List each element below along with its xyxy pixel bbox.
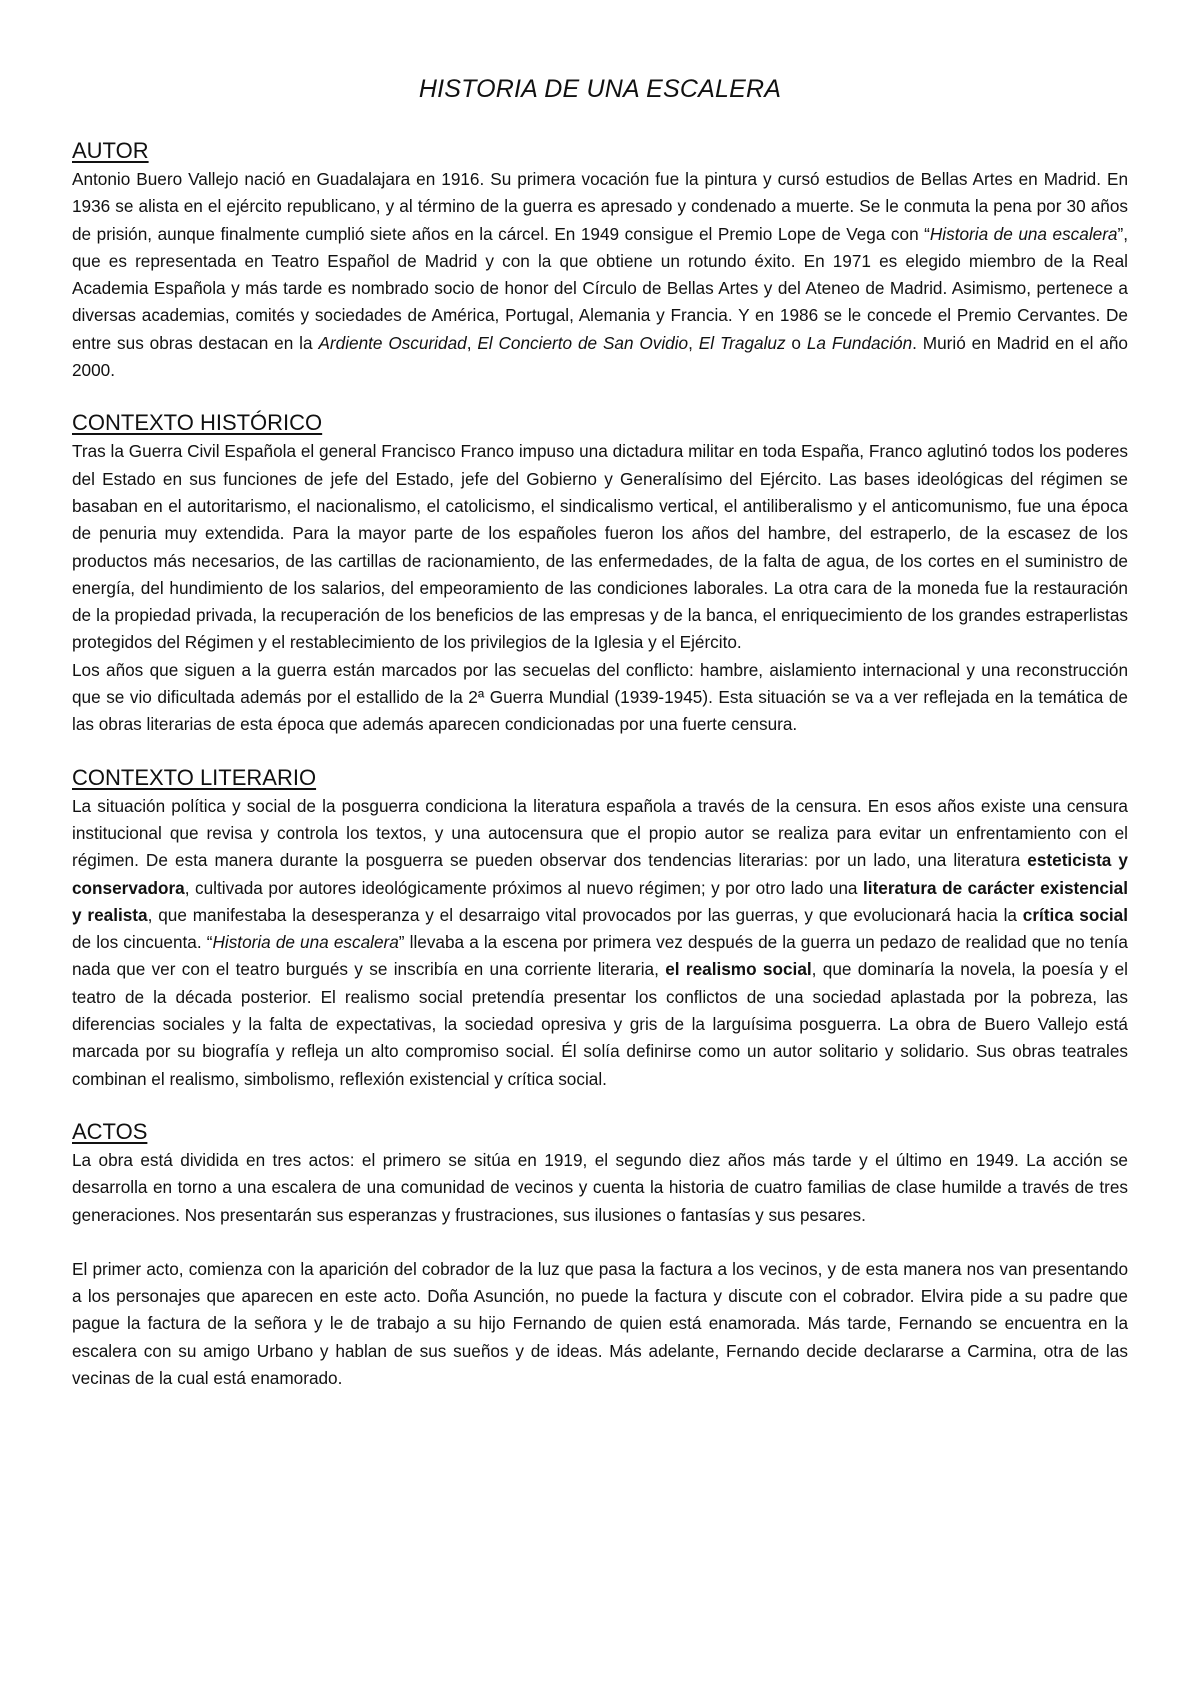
paragraph-autor [72,166,1128,384]
text-run: , que dominaría la novela, la poesía y el teatro de la década posterior. El realismo social pretendía presentar los conflictos de una sociedad aplastada por la pobreza, las diferencias sociales y la falta de expectativas, la sociedad opresiva y gris de la larguísima posguerra. La obra de Buero Vallejo está marcada por su biografía y refleja un alto compromiso social. Él solía definirse como un autor solitario y solidario. Sus obras teatrales combinan el realismo, simbolismo, reflexión existencial y crítica social. [72,959,1128,1089]
work-title: Historia de una escalera [212,932,399,953]
text-run: Antonio Buero Vallejo nació en Guadalajara en 1916. Su primera vocación fue la pintura y cursó estudios de Bellas Artes en Madrid. En 1936 se alista en el ejército republicano, y al término de la guerra es apresado y condenado a muerte. Se le conmuta la pena por 30 años de prisión, aunque finalmente cumplió siete años en la cárcel. En 1949 consigue el Premio Lope de Vega con “ [72,169,1128,244]
text-run: , [466,332,478,353]
emphasis-term: el realismo social [665,959,812,980]
text-run: ”, que es representada en Teatro Español de Madrid y con la que obtiene un rotundo éxito. En 1971 es elegido miembro de la Real Academia Española y más tarde es nombrado socio de honor del Círculo de Bellas Artes y del Ateneo de Madrid. Asimismo, pertenece a diversas academias, comités y sociedades de América, Portugal, Alemania y Francia. Y en 1986 se le concede el Premio Cervantes. De entre sus obras destacan en la [72,223,1128,353]
paragraph-contexto-historico-1: Tras la Guerra Civil Española el general Francisco Franco impuso una dictadura militar en toda España, Franco aglutinó todos los poderes del Estado en sus funciones de jefe del Estado, jefe del Gobierno y Generalísimo del Ejército. Las bases ideológicas del régimen se basaban en el autoritarismo, el nacionalismo, el catolicismo, el sindicalismo vertical, el antiliberalismo y el anticomunismo, fue una época de penuria muy extendida. Para la mayor parte de los españoles fueron los años del hambre, del estraperlo, de la escasez de los productos más necesarios, de las cartillas de racionamiento, de las enfermedades, de la falta de agua, de los cortes en el suministro de energía, del hundimiento de los salarios, del empeoramiento de las condiciones laborales. La otra cara de la moneda fue la restauración de la propiedad privada, la recuperación de los beneficios de las empresas y de la banca, el enriquecimiento de los grandes estraperlistas protegidos del Régimen y el restablecimiento de los privilegios de la Iglesia y el Ejército. [72,441,1128,653]
text-run: o [785,332,807,353]
emphasis-term: crítica social [1022,904,1128,925]
emphasis-term: esteticista y conservadora [72,850,1128,898]
paragraph-actos-1: La obra está dividida en tres actos: el primero se sitúa en 1919, el segundo diez años más tarde y el último en 1949. La acción se desarrolla en torno a una escalera de una comunidad de vecinos y cuenta la historia de cuatro familias de clase humilde a través de tres generaciones. Nos presentarán sus esperanzas y frustraciones, sus ilusiones o fantasías y sus pesares. [72,1149,1128,1225]
emphasis-term: literatura de carácter existencial y realista [72,877,1128,925]
document-title: HISTORIA DE UNA ESCALERA [418,75,782,103]
paragraph-gap [72,1229,1128,1256]
text-run: . Murió en Madrid en el año 2000. [72,332,1128,381]
section-contexto-literario [72,765,1128,1093]
work-title: La Fundación [806,332,913,353]
text-run: , que manifestaba la desesperanza y el desarraigo vital provocados por las guerras, y que evolucionará hacia la [147,904,1023,925]
work-title: Historia de una escalera [929,223,1118,244]
work-title: El Tragaluz [698,332,786,353]
text-run: de los cincuenta. “ [72,932,213,953]
paragraph-contexto-historico-2: Los años que siguen a la guerra están marcados por las secuelas del conflicto: hambre, aislamiento internacional y una reconstrucción que se vio dificultada además por el estallido de la 2ª Guerra Mundial (1939-1945). Esta situación se va a ver reflejada en la temática de las obras literarias de esta época que además aparecen condicionadas por una fuerte censura. [72,659,1128,735]
section-actos [72,1119,1128,1392]
text-run: , [688,332,699,353]
paragraph-actos-2: El primer acto, comienza con la aparición del cobrador de la luz que pasa la factura a los vecinos, y de esta manera nos van presentando a los personajes que aparecen en este acto. Doña Asunción, no puede la factura y discute con el cobrador. Elvira pide a su padre que pague la factura de la señora y le de trabajo a su hijo Fernando de quien está enamorada. Más tarde, Fernando se encuentra en la escalera con su amigo Urbano y hablan de sus sueños y de ideas. Más adelante, Fernando decide declararse a Carmina, otra de las vecinas de la cual está enamorado. [72,1258,1128,1388]
section-heading-contexto-literario: CONTEXTO LITERARIO [72,764,317,790]
paragraph-contexto-literario [72,793,1128,1093]
work-title: Ardiente Oscuridad [318,332,467,353]
section-heading-autor: AUTOR [72,138,149,163]
work-title: El Concierto de San Ovidio [477,332,689,353]
text-run: ” llevaba a la escena por primera vez después de la guerra un pedazo de realidad que no tenía nada que ver con el teatro burgués y se inscribía en una corriente literaria, [72,932,1128,980]
section-contexto-historico [72,410,1128,738]
section-autor [72,138,1128,384]
section-heading-contexto-historico: CONTEXTO HISTÓRICO [72,410,323,436]
text-run: La situación política y social de la posguerra condiciona la literatura española a través de la censura. En esos años existe una censura institucional que revisa y controla los textos, y una autocensura que el propio autor se realiza para evitar un enfrentamiento con el régimen. De esta manera durante la posguerra se pueden observar dos tendencias literarias: por un lado, una literatura [72,795,1128,871]
section-heading-actos: ACTOS [72,1118,148,1144]
text-run: , cultivada por autores ideológicamente próximos al nuevo régimen; y por otro lado una [184,877,864,898]
